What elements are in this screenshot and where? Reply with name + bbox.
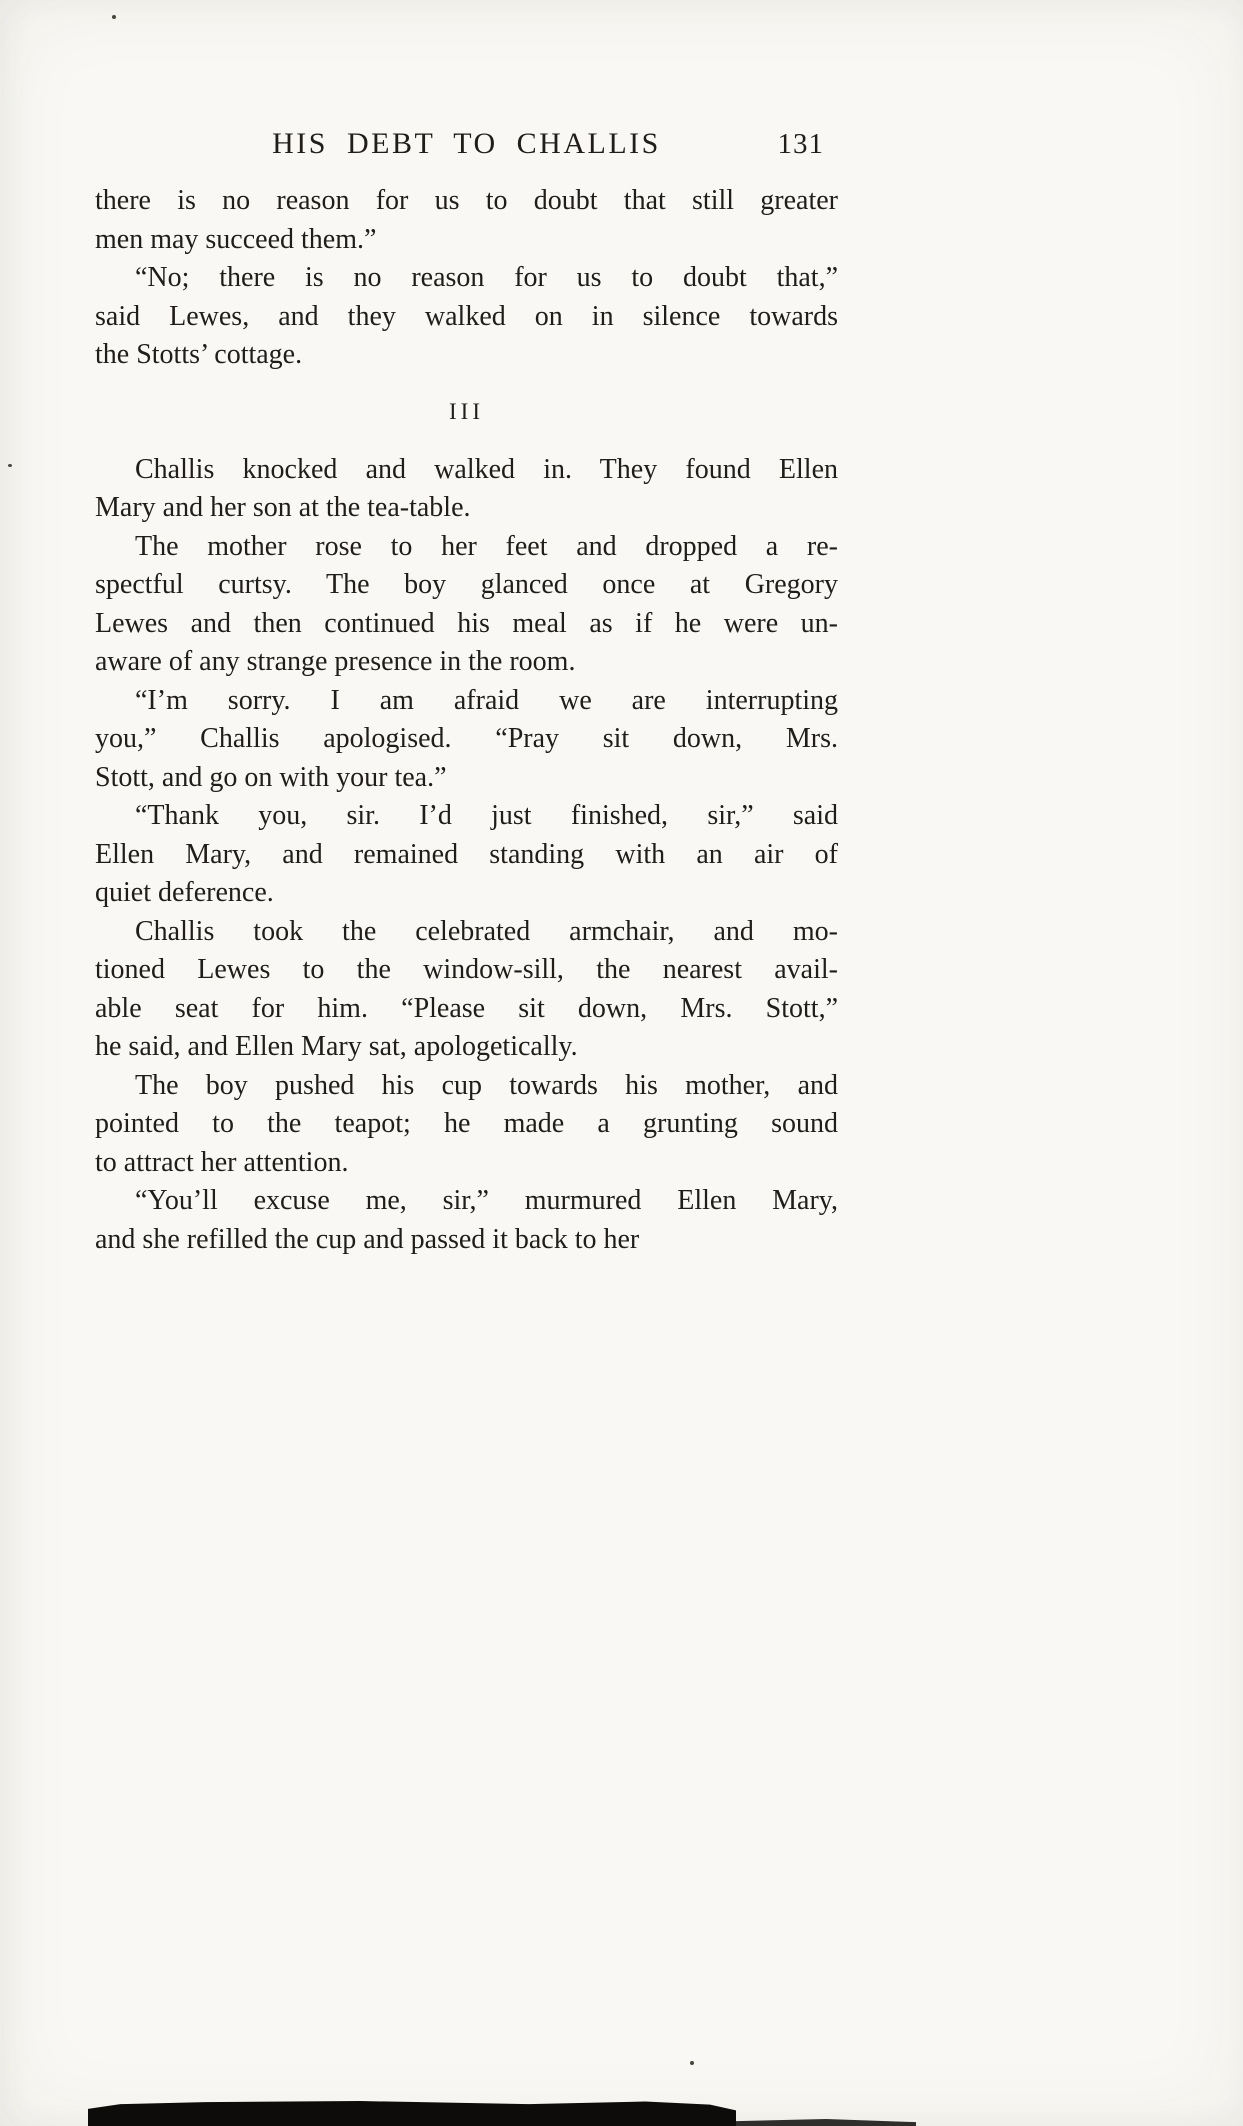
text-line: “I’m sorry. I am afraid we are interrupting bbox=[135, 684, 838, 716]
text-line: the Stotts’ cottage. bbox=[95, 339, 303, 370]
text-line: you,” Challis apologised. “Pray sit down, Mrs. bbox=[95, 723, 838, 754]
text-line: The boy pushed his cup towards his mother, and bbox=[135, 1069, 838, 1101]
body-text-after-section bbox=[95, 451, 838, 1260]
text-line: “Thank you, sir. I’d just finished, sir,” said bbox=[135, 800, 838, 831]
text-line: spectful curtsy. The boy glanced once at Gregory bbox=[95, 569, 838, 600]
paragraph bbox=[95, 182, 838, 259]
text-line: Lewes and then continued his meal as if he were un- bbox=[95, 607, 838, 639]
text-line: Stott, and go on with your tea.” bbox=[95, 761, 447, 793]
text-line: to attract her attention. bbox=[95, 1146, 349, 1178]
text-line: “No; there is no reason for us to doubt that,” bbox=[135, 262, 838, 293]
text-line: able seat for him. “Please sit down, Mrs. Stott,” bbox=[95, 992, 838, 1024]
text-line: aware of any strange presence in the room. bbox=[95, 646, 576, 677]
scan-speck bbox=[8, 464, 12, 467]
paragraph bbox=[95, 1067, 838, 1183]
paragraph bbox=[95, 797, 838, 913]
running-header bbox=[95, 122, 838, 166]
text-line: there is no reason for us to doubt that still greater bbox=[95, 185, 838, 216]
paragraph bbox=[95, 259, 838, 375]
text-line: Mary and her son at the tea-table. bbox=[95, 492, 471, 523]
section-heading: III bbox=[449, 398, 484, 424]
paragraph bbox=[95, 682, 838, 798]
page-title: HIS DEBT TO CHALLIS bbox=[272, 127, 661, 160]
paragraph bbox=[95, 913, 838, 1067]
scan-speck bbox=[690, 2061, 694, 2065]
page-number: 131 bbox=[777, 128, 824, 160]
text-line: pointed to the teapot; he made a grunting sound bbox=[95, 1108, 838, 1139]
body-text-before-section bbox=[95, 182, 838, 375]
paragraph bbox=[95, 451, 838, 528]
text-line: he said, and Ellen Mary sat, apologetically. bbox=[95, 1031, 578, 1062]
text-line: “You’ll excuse me, sir,” murmured Ellen Mary, bbox=[135, 1185, 838, 1216]
text-line: Challis took the celebrated armchair, and mo- bbox=[135, 915, 838, 947]
text-line: men may succeed them.” bbox=[95, 223, 377, 255]
paragraph bbox=[95, 528, 838, 682]
paragraph bbox=[95, 1182, 838, 1259]
scan-artifact-bar-thin bbox=[736, 2119, 916, 2126]
scan-speck bbox=[112, 15, 116, 19]
text-line: and she refilled the cup and passed it back to her bbox=[95, 1223, 640, 1255]
text-line: Challis knocked and walked in. They found Ellen bbox=[135, 453, 838, 485]
text-block bbox=[95, 122, 838, 1259]
scan-artifact-bar bbox=[88, 2100, 736, 2126]
text-line: Ellen Mary, and remained standing with an air of bbox=[95, 838, 838, 870]
text-line: quiet deference. bbox=[95, 877, 274, 908]
text-line: tioned Lewes to the window-sill, the nearest avail- bbox=[95, 954, 838, 985]
text-line: The mother rose to her feet and dropped a re- bbox=[135, 530, 838, 562]
text-line: said Lewes, and they walked on in silence towards bbox=[95, 300, 838, 332]
